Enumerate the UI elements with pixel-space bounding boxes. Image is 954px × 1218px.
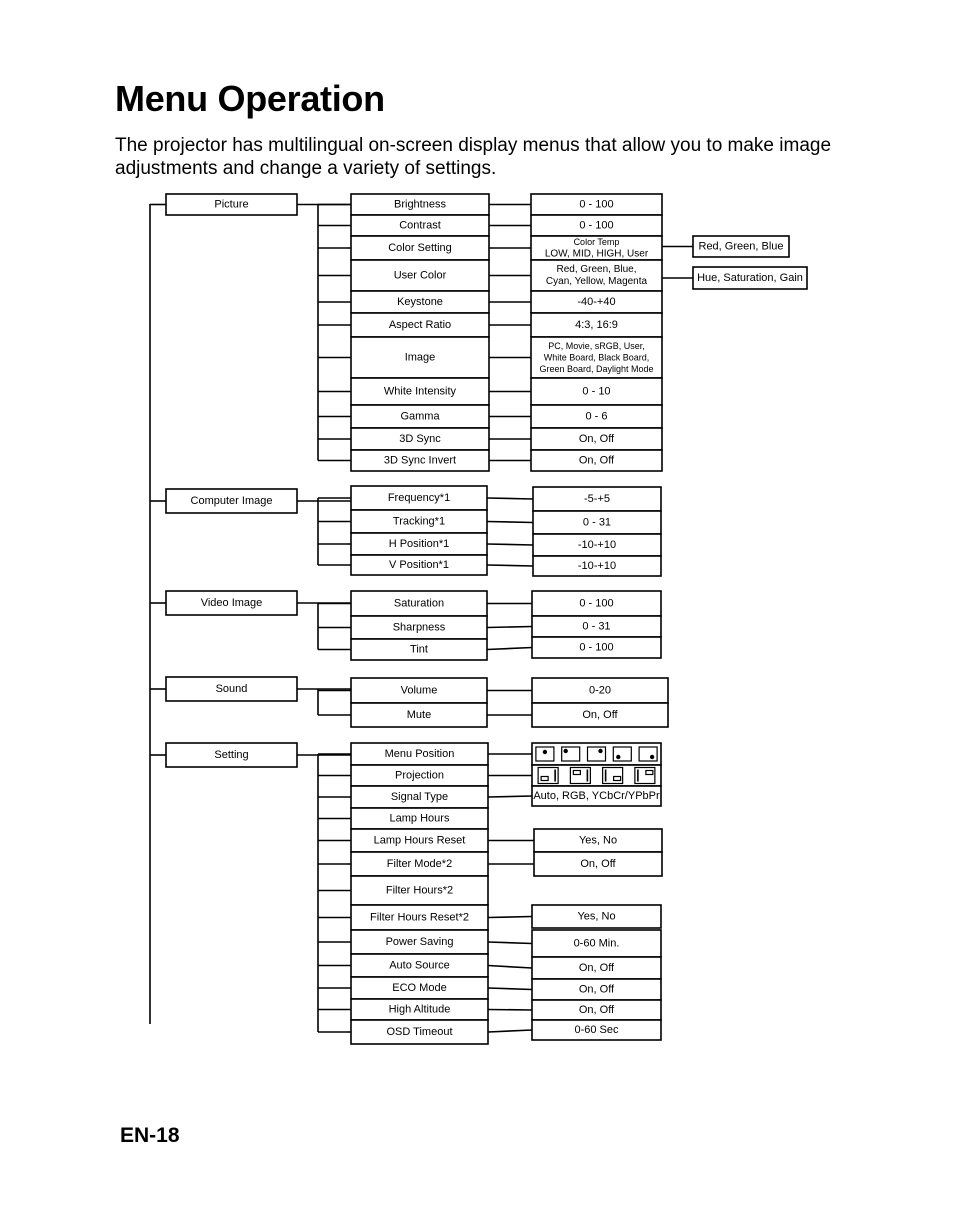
connector-line [487,544,533,545]
option-value-text: On, Off [578,962,615,974]
submenu-item-label: Lamp Hours Reset [373,834,466,847]
connector-line [487,648,532,650]
submenu-item-label: Signal Type [390,791,449,803]
submenu-item-label: User Color [393,269,447,282]
submenu-item-label: Keystone [397,296,443,308]
option-value-text: LOW, MID, HIGH, User [544,248,649,260]
connector-line [487,565,533,566]
connector-line [488,942,532,944]
option-value-text: On, Off [578,983,615,996]
submenu-item-label: Gamma [400,410,440,423]
submenu-item-label: V Position*1 [389,559,449,571]
menu-category-label: Computer Image [190,495,273,507]
submenu-item-label: Tracking*1 [392,515,446,528]
submenu-item-label: 3D Sync [399,433,441,445]
submenu-item-label: H Position*1 [388,538,450,550]
menu-category-label: Video Image [200,597,263,609]
option-value-text: Red, Green, Blue, [556,264,637,275]
intro-paragraph: The projector has multilingual on-screen display menus that allow you to make image adjustments and change a variety of settings. [115,135,832,179]
menu-position-top-left-icon [562,747,580,761]
option-value-text: 0-60 Sec [574,1024,619,1036]
connector-line [487,627,532,628]
option-value-text: 0 - 100 [579,198,614,211]
option-value-text: 0 - 100 [579,597,614,610]
projection-rear-desk-icon [603,768,623,784]
option-value-text: 0 - 6 [585,410,608,423]
option-value-text: 0-60 Min. [573,937,620,950]
option-value-text: 0-20 [588,684,612,697]
connector-line [487,498,533,499]
option-value-text: On, Off [582,709,618,721]
connector-line [488,1030,532,1032]
projection-front-desk-icon [538,768,558,784]
submenu-item-label: Saturation [393,597,445,610]
option-value-text: Green Board, Daylight Mode [539,364,654,374]
option-value-text: 0 - 100 [579,641,614,654]
option-value-text: White Board, Black Board, [543,352,650,363]
option-value-text: Cyan, Yellow, Magenta [545,276,648,287]
connector-line [488,796,532,797]
submenu-item-label: Frequency*1 [387,492,451,504]
menu-position-bottom-left-icon [613,747,631,761]
submenu-item-label: Lamp Hours [389,812,450,825]
submenu-item-label: Filter Hours Reset*2 [369,911,470,924]
submenu-item-label: Mute [406,709,432,721]
menu-category-label: Setting [214,749,249,761]
option-value-text: -40-+40 [577,296,616,308]
submenu-item-label: High Altitude [388,1003,451,1016]
submenu-item-label: ECO Mode [392,982,447,994]
submenu-item-label: Projection [395,769,444,782]
submenu-item-label: OSD Timeout [386,1026,453,1038]
option-value-text: Auto, RGB, YCbCr/YPbPr [533,790,660,802]
submenu-item-label: Filter Hours*2 [385,884,454,897]
submenu-item-label: Volume [400,684,438,697]
submenu-item-label: Sharpness [392,621,446,634]
sub-option-text: Hue, Saturation, Gain [697,272,803,284]
option-value-text: 0 - 100 [579,219,614,232]
projection-rear-ceiling-icon [635,768,655,784]
submenu-item-label: Menu Position [384,748,455,760]
option-value-text: -10-+10 [577,539,617,551]
submenu-item-label: Brightness [394,198,446,211]
option-value-text: Yes, No [578,834,618,847]
submenu-item-label: Power Saving [385,936,454,948]
option-value-text: 0 - 31 [582,620,611,633]
menu-position-top-right-icon [588,747,606,761]
projection-front-ceiling-icon [570,768,590,784]
submenu-item-label: Aspect Ratio [388,319,452,331]
page-number: EN-18 [120,1124,180,1147]
page-title: Menu Operation [115,78,385,119]
option-value-text: On, Off [580,858,616,870]
connector-line [488,917,532,918]
menu-category-label: Picture [214,198,249,211]
submenu-item-label: Color Setting [388,242,452,254]
option-value-text: On, Off [578,454,615,467]
submenu-item-label: Image [404,351,436,364]
option-value-text: On, Off [578,433,615,445]
option-value-text: 0 - 31 [582,516,612,529]
option-value-text: -5-+5 [584,493,610,505]
option-value-text: Color Temp [573,237,620,247]
option-value-text: 0 - 10 [582,385,611,398]
connector-line [488,1010,532,1011]
connector-line [488,988,532,990]
option-value-text: Yes, No [577,910,616,923]
connector-line [488,966,532,969]
menu-position-bottom-right-icon [639,747,657,761]
submenu-item-label: Auto Source [389,959,450,972]
menu-category-label: Sound [215,683,248,695]
option-value-text: On, Off [578,1004,615,1016]
submenu-item-label: White Intensity [383,385,457,398]
submenu-item-label: Filter Mode*2 [386,858,453,870]
submenu-item-label: Tint [410,643,428,656]
menu-position-center-icon [536,747,554,761]
sub-option-text: Red, Green, Blue [698,240,784,253]
submenu-item-label: 3D Sync Invert [383,454,457,467]
submenu-item-label: Contrast [399,219,441,232]
connector-line [487,522,533,523]
option-value-text: -10-+10 [577,560,617,572]
option-value-text: PC, Movie, sRGB, User, [548,341,645,351]
option-value-text: 4:3, 16:9 [575,319,618,331]
